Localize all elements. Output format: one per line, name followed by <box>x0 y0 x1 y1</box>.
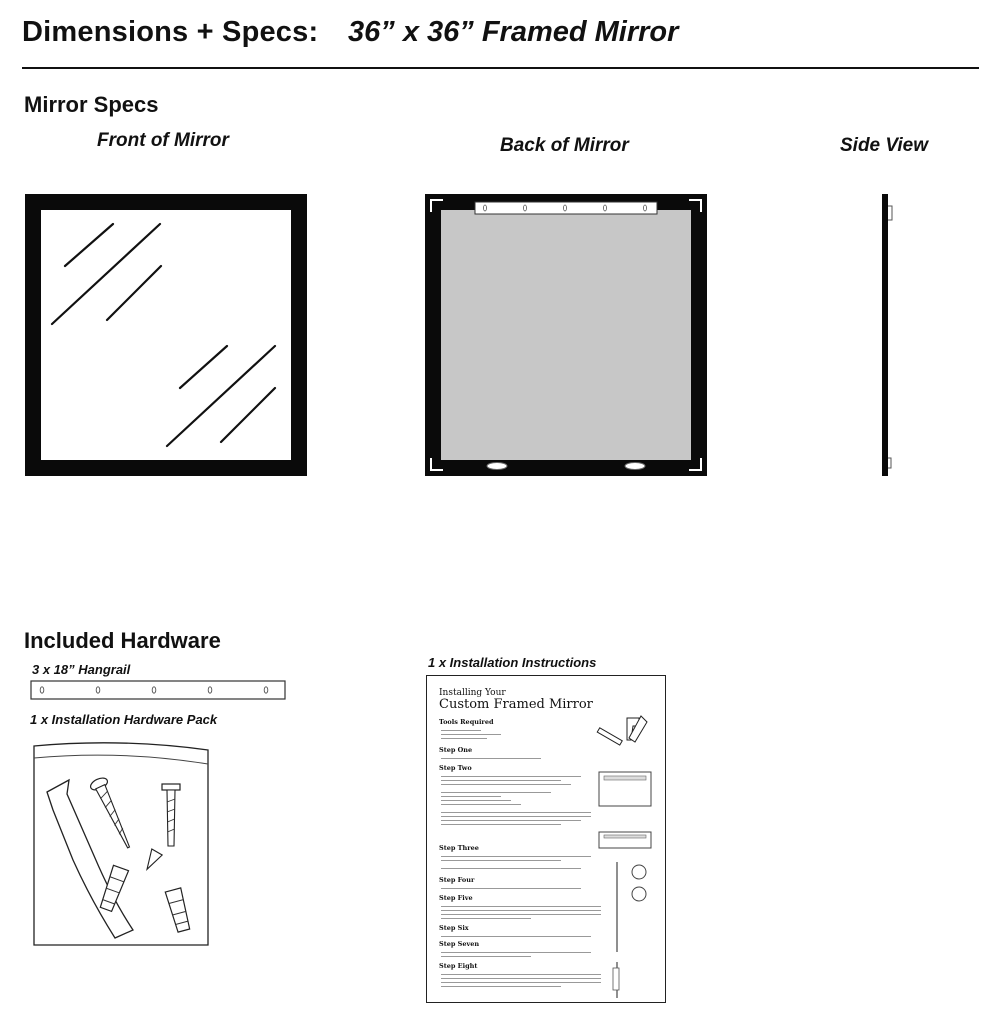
instructions-title-line2: Custom Framed Mirror <box>439 697 593 712</box>
instructions-section: Step Two <box>439 764 472 772</box>
page-title: Dimensions + Specs: <box>22 16 319 48</box>
instructions-label: 1 x Installation Instructions <box>428 655 597 670</box>
mirror-specs-heading: Mirror Specs <box>24 92 159 117</box>
instructions-section: Step Five <box>439 894 473 902</box>
hangrail-illustration <box>30 680 286 700</box>
instructions-diagrams <box>595 712 657 1002</box>
hardware-pack-label: 1 x Installation Hardware Pack <box>30 712 218 727</box>
back-mirror-illustration <box>425 194 707 476</box>
header-divider <box>22 67 979 69</box>
side-mirror-illustration <box>880 194 894 476</box>
instructions-title-line1: Installing Your <box>439 688 506 698</box>
side-view-label: Side View <box>840 135 928 156</box>
hangrail-label: 3 x 18” Hangrail <box>32 662 131 677</box>
front-mirror-illustration <box>25 194 307 476</box>
installation-instructions-sheet <box>426 675 666 1003</box>
product-name: 36” x 36” Framed Mirror <box>348 16 679 48</box>
instructions-section: Step One <box>439 746 473 754</box>
instructions-section: Step Three <box>439 844 479 852</box>
hardware-pack-illustration <box>33 740 209 946</box>
back-of-mirror-label: Back of Mirror <box>500 135 629 156</box>
included-hardware-heading: Included Hardware <box>24 628 221 653</box>
front-of-mirror-label: Front of Mirror <box>97 130 229 151</box>
instructions-section: Step Seven <box>439 940 480 948</box>
instructions-section: Step Eight <box>439 962 478 970</box>
instructions-section: Step Six <box>439 924 469 932</box>
instructions-section: Step Four <box>439 876 475 884</box>
instructions-section: Tools Required <box>439 718 494 726</box>
